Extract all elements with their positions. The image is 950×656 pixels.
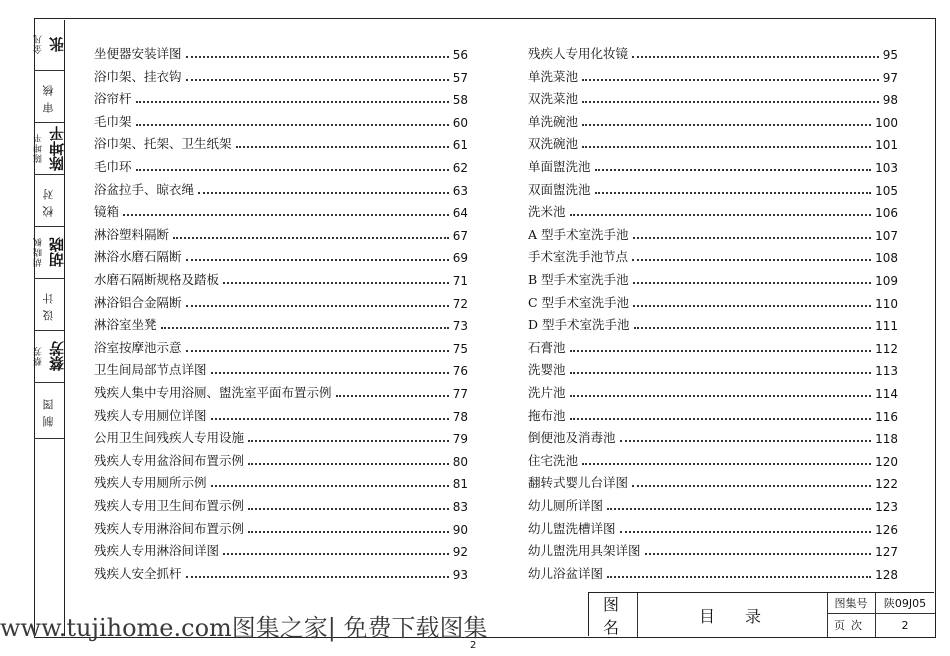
- toc-entry-page: 112: [875, 341, 898, 356]
- toc-entry-title: 残疾人专用淋浴间详图: [94, 543, 220, 559]
- signature-cell: [34, 226, 64, 279]
- toc-entry[interactable]: [528, 89, 898, 107]
- toc-entry[interactable]: [94, 338, 468, 356]
- page-number: 2: [901, 618, 909, 632]
- toc-entry-page: 106: [875, 206, 898, 221]
- toc-leader-dots: [632, 259, 871, 261]
- toc-entry-page: 105: [875, 183, 898, 198]
- toc-entry-page: 81: [452, 477, 468, 492]
- toc-leader-dots: [136, 101, 449, 103]
- toc-entry[interactable]: [528, 473, 898, 491]
- signature-name: 胡晓: [47, 237, 66, 267]
- toc-entry[interactable]: [528, 225, 898, 243]
- toc-entry[interactable]: [94, 519, 468, 537]
- toc-entry-title: 残疾人专用厕所示例: [94, 475, 207, 491]
- toc-leader-dots: [223, 282, 449, 284]
- toc-entry-title: 淋浴塑料隔断: [94, 226, 170, 242]
- toc-entry[interactable]: [94, 270, 468, 288]
- toc-entry-page: 107: [875, 228, 898, 243]
- toc-entry-page: 108: [875, 251, 898, 266]
- toc-leader-dots: [632, 485, 871, 487]
- signature-name: 张: [47, 36, 66, 52]
- toc-entry[interactable]: [94, 134, 468, 152]
- toc-entry-page: 77: [452, 387, 468, 401]
- toc-entry-title: 残疾人专用淋浴间布置示例: [94, 520, 245, 536]
- toc-leader-dots: [161, 327, 449, 329]
- toc-entry-page: 100: [875, 115, 898, 130]
- toc-entry-page: 71: [452, 274, 468, 288]
- toc-entry-title: 残疾人集中专用浴厕、盥洗室平面布置示例: [94, 385, 332, 400]
- toc-leader-dots: [582, 463, 871, 465]
- toc-entry-title: 洗米池: [528, 204, 566, 220]
- toc-entry-page: 60: [452, 115, 468, 130]
- signature-role-label: 审核: [42, 79, 55, 113]
- toc-entry-title: 幼儿盥洗槽详图: [528, 520, 616, 536]
- toc-entry-title: 浴室按摩池示意: [94, 339, 182, 355]
- toc-leader-dots: [582, 79, 879, 81]
- toc-entry-title: 拖布池: [528, 407, 566, 423]
- signature-role-label: 胡晓枫: [33, 237, 44, 267]
- toc-entry-title: 淋浴铝合金隔断: [94, 294, 182, 310]
- toc-leader-dots: [223, 553, 449, 555]
- footer-page-number: 2: [470, 640, 477, 651]
- toc-entry[interactable]: [528, 564, 898, 582]
- toc-entry[interactable]: [528, 360, 898, 378]
- toc-entry-page: 92: [452, 545, 468, 560]
- toc-entry-title: 公用卫生间残疾人专用设施: [94, 430, 245, 446]
- toc-leader-dots: [607, 576, 871, 578]
- toc-entry[interactable]: [528, 428, 898, 446]
- toc-entry-page: 79: [452, 432, 468, 447]
- toc-entry-title: 毛巾环: [94, 159, 132, 174]
- toc-entry[interactable]: [94, 202, 468, 220]
- toc-entry-page: 58: [452, 93, 468, 108]
- toc-entry[interactable]: [528, 180, 898, 198]
- toc-entry-page: 101: [875, 138, 898, 153]
- toc-entry[interactable]: [94, 451, 468, 469]
- toc-leader-dots: [123, 214, 449, 216]
- toc-entry[interactable]: [94, 496, 468, 514]
- toc-entry[interactable]: [94, 428, 468, 446]
- toc-entry-page: 61: [452, 138, 468, 153]
- toc-entry-title: 单洗菜池: [528, 68, 579, 84]
- toc-leader-dots: [336, 395, 449, 397]
- toc-entry[interactable]: [94, 112, 468, 130]
- toc-entry[interactable]: [94, 247, 468, 265]
- toc-entry-title: 双洗碗池: [528, 136, 579, 152]
- toc-entry-page: 111: [875, 319, 898, 334]
- toc-entry-title: 住宅洗池: [528, 452, 579, 468]
- toc-entry-page: 62: [452, 161, 468, 175]
- toc-leader-dots: [570, 418, 872, 420]
- toc-entry-page: 93: [452, 567, 468, 582]
- toc-entry-title: 浴巾架、挂衣钩: [94, 68, 182, 84]
- signature-cell: [34, 18, 64, 71]
- toc-entry-title: 洗片池: [528, 385, 566, 400]
- toc-entry[interactable]: [528, 315, 898, 333]
- toc-leader-dots: [570, 350, 872, 352]
- signature-cell: [34, 122, 64, 175]
- toc-entry[interactable]: [94, 89, 468, 107]
- toc-entry-page: 63: [452, 183, 468, 198]
- toc-leader-dots: [211, 418, 449, 420]
- toc-entry-title: 毛巾架: [94, 113, 132, 129]
- toc-leader-dots: [186, 56, 449, 58]
- toc-entry[interactable]: [94, 44, 468, 62]
- toc-entry[interactable]: [528, 406, 898, 424]
- toc-entry-title: 双面盥洗池: [528, 181, 591, 197]
- toc-entry[interactable]: [94, 180, 468, 198]
- signature-column: [34, 18, 64, 438]
- toc-leader-dots: [186, 305, 449, 307]
- toc-entry[interactable]: [528, 519, 898, 537]
- toc-entry[interactable]: [94, 293, 468, 311]
- toc-entry-page: 123: [875, 500, 898, 514]
- toc-entry-title: 双洗菜池: [528, 91, 579, 107]
- toc-entry[interactable]: [94, 541, 468, 559]
- toc-leader-dots: [634, 327, 872, 329]
- toc-entry-page: 80: [452, 454, 468, 469]
- signature-role-label: 设计: [42, 287, 55, 321]
- toc-entry-title: 淋浴室坐凳: [94, 317, 157, 333]
- toc-entry-page: 122: [875, 477, 898, 492]
- page-label: 页次: [834, 619, 868, 632]
- toc-entry-title: 倒便池及消毒池: [528, 430, 616, 446]
- toc-entry[interactable]: [528, 247, 898, 265]
- toc-entry-title: 坐便器安装详图: [94, 46, 182, 61]
- toc-entry-title: 浴巾架、托架、卫生纸架: [94, 136, 232, 152]
- toc-entry-page: 114: [875, 387, 898, 401]
- toc-leader-dots: [570, 214, 872, 216]
- toc-entry[interactable]: [528, 202, 898, 220]
- toc-entry[interactable]: [528, 112, 898, 130]
- drawing-title: 目录: [698, 606, 791, 626]
- drawing-name-label: 图名: [603, 595, 634, 637]
- toc-entry[interactable]: [94, 406, 468, 424]
- toc-entry-title: 单面盥洗池: [528, 159, 591, 174]
- toc-entry-page: 128: [875, 567, 898, 582]
- toc-leader-dots: [198, 192, 449, 194]
- toc-entry-page: 64: [452, 206, 468, 221]
- toc-entry-page: 103: [875, 161, 898, 175]
- toc-entry-page: 73: [452, 319, 468, 334]
- toc-entry[interactable]: [94, 315, 468, 333]
- toc-entry-title: 镜箱: [94, 204, 120, 220]
- toc-leader-dots: [248, 508, 449, 510]
- toc-entry-title: 卫生间局部节点详图: [94, 362, 207, 378]
- toc-entry-title: 残疾人专用盆浴间布置示例: [94, 452, 245, 468]
- toc-entry-title: 残疾人专用化妆镜: [528, 46, 629, 61]
- toc-entry-title: 手术室洗手池节点: [528, 249, 629, 265]
- toc-leader-dots: [633, 237, 872, 239]
- toc-entry-title: A 型手术室洗手池: [528, 226, 629, 242]
- signature-role-label: 蔡芳: [33, 346, 44, 366]
- signature-cell: [34, 278, 64, 331]
- toc-leader-dots: [173, 237, 449, 239]
- toc-entry-title: C 型手术室洗手池: [528, 294, 630, 310]
- signature-role-label: 陈坤平: [33, 133, 44, 163]
- toc-leader-dots: [607, 508, 871, 510]
- toc-entry[interactable]: [94, 225, 468, 243]
- toc-entry-page: 127: [875, 545, 898, 560]
- title-block: [588, 592, 934, 636]
- toc-entry-page: 118: [875, 432, 898, 447]
- atlas-no: 陕09J05: [883, 597, 927, 610]
- toc-leader-dots: [620, 440, 872, 442]
- toc-entry-page: 97: [882, 70, 898, 85]
- toc-entry[interactable]: [528, 496, 898, 514]
- toc-leader-dots: [570, 372, 872, 374]
- signature-cell: [34, 70, 64, 123]
- toc-leader-dots: [595, 192, 872, 194]
- toc-entry-page: 110: [875, 296, 898, 311]
- toc-entry[interactable]: [528, 451, 898, 469]
- toc-entry-page: 120: [875, 454, 898, 469]
- signature-name: 蔡芳: [47, 341, 66, 371]
- toc-entry[interactable]: [94, 360, 468, 378]
- toc-leader-dots: [236, 146, 449, 148]
- signature-cell: [34, 330, 64, 383]
- toc-entry[interactable]: [94, 564, 468, 582]
- toc-leader-dots: [595, 169, 872, 171]
- toc-entry-page: 83: [452, 500, 468, 514]
- toc-leader-dots: [248, 440, 449, 442]
- toc-leader-dots: [248, 531, 449, 533]
- signature-role-label: 金凡: [33, 34, 44, 54]
- signature-role-label: 校对: [42, 183, 55, 217]
- toc-entry[interactable]: [528, 44, 898, 62]
- toc-entry-page: 67: [452, 228, 468, 243]
- toc-entry-page: 113: [875, 364, 898, 379]
- toc-leader-dots: [211, 485, 449, 487]
- toc-entry-page: 78: [452, 409, 468, 424]
- toc-leader-dots: [632, 56, 879, 58]
- toc-leader-dots: [136, 124, 449, 126]
- toc-leader-dots: [582, 124, 871, 126]
- toc-leader-dots: [211, 372, 449, 374]
- toc-leader-dots: [248, 463, 449, 465]
- toc-leader-dots: [582, 146, 871, 148]
- signature-cell: [34, 174, 64, 227]
- toc-entry-page: 76: [452, 364, 468, 379]
- toc-entry[interactable]: [528, 67, 898, 85]
- toc-entry-title: 单洗碗池: [528, 113, 579, 129]
- toc-entry-page: 72: [452, 296, 468, 311]
- toc-entry-title: 水磨石隔断规格及踏板: [94, 272, 220, 287]
- atlas-no-label: 图集号: [834, 597, 868, 610]
- toc-leader-dots: [136, 169, 449, 171]
- watermark-text: www.tujihome.com图集之家| 免费下载图集: [0, 614, 488, 642]
- toc-entry-page: 56: [452, 48, 468, 62]
- toc-entry-title: 幼儿盥洗用具架详图: [528, 543, 641, 559]
- toc-entry-title: 残疾人专用卫生间布置示例: [94, 498, 245, 513]
- toc-entry[interactable]: [528, 338, 898, 356]
- toc-leader-dots: [645, 553, 872, 555]
- toc-entry-page: 75: [452, 341, 468, 356]
- toc-entry-title: 幼儿浴盆详图: [528, 565, 604, 581]
- toc-entry[interactable]: [528, 383, 898, 401]
- toc-leader-dots: [633, 282, 871, 284]
- toc-entry-title: 残疾人安全抓杆: [94, 565, 182, 581]
- toc-entry[interactable]: [94, 157, 468, 175]
- toc-entry[interactable]: [94, 473, 468, 491]
- toc-leader-dots: [582, 101, 879, 103]
- toc-entry[interactable]: [528, 157, 898, 175]
- toc-entry-page: 69: [452, 251, 468, 266]
- toc-entry-title: B 型手术室洗手池: [528, 272, 629, 287]
- signature-role-label: 制图: [42, 393, 55, 427]
- toc-entry-page: 116: [875, 409, 898, 424]
- toc-entry-title: 淋浴水磨石隔断: [94, 249, 182, 265]
- toc-entry-page: 95: [882, 48, 898, 62]
- toc-entry[interactable]: [528, 134, 898, 152]
- toc-leader-dots: [633, 305, 871, 307]
- toc-entry[interactable]: [528, 270, 898, 288]
- toc-leader-dots: [620, 531, 872, 533]
- toc-entry-title: D 型手术室洗手池: [528, 317, 630, 333]
- toc-entry[interactable]: [528, 541, 898, 559]
- toc-entry-title: 洗婴池: [528, 362, 566, 378]
- toc-entry-title: 幼儿厕所详图: [528, 498, 604, 513]
- toc-leader-dots: [186, 79, 449, 81]
- toc-leader-dots: [186, 576, 449, 578]
- toc-entry-title: 翻转式婴儿台详图: [528, 475, 629, 491]
- toc-entry[interactable]: [94, 67, 468, 85]
- toc-entry-page: 98: [882, 93, 898, 108]
- toc-entry-title: 残疾人专用厕位详图: [94, 407, 207, 423]
- toc-entry-page: 90: [452, 522, 468, 537]
- toc-entry-page: 57: [452, 70, 468, 85]
- toc-entry[interactable]: [528, 293, 898, 311]
- toc-entry-page: 126: [875, 522, 898, 537]
- toc-leader-dots: [186, 350, 449, 352]
- toc-entry-title: 石膏池: [528, 339, 566, 355]
- toc-leader-dots: [186, 259, 449, 261]
- toc-entry[interactable]: [94, 383, 468, 401]
- toc-leader-dots: [570, 395, 872, 397]
- toc-entry-title: 浴帘杆: [94, 91, 132, 107]
- signature-name: 陈坤平: [47, 125, 66, 171]
- toc-entry-page: 109: [875, 274, 898, 288]
- toc-entry-title: 浴盆拉手、晾衣绳: [94, 181, 195, 197]
- signature-cell: [34, 382, 64, 439]
